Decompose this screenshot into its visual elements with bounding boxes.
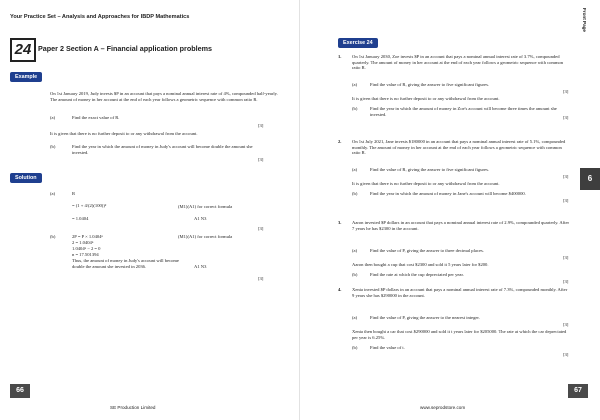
question-part-mark: [3]: [563, 89, 569, 94]
example-tag: Example: [10, 72, 42, 82]
footer-publisher: SE Production Limited: [110, 405, 156, 410]
question-part-label: (a): [352, 248, 358, 253]
question-part-text: Find the year in which the amount of money in Jane's account will become $400000.: [370, 191, 526, 196]
right-page: [300, 0, 600, 420]
question-part-mark: [3]: [563, 115, 569, 120]
question-note: Xenia then bought a car that cost $290000 and sold it t years later for $205000. The rate at which the car depreciated per year is 6.25%.: [352, 329, 567, 340]
solution-a-line: = (1 + 4/(2)(100))²: [72, 203, 107, 208]
question-part-text: Find the year in which the amount of money in Zoe's account will become three times the amount she invested.: [370, 106, 557, 117]
question-part-label: (b): [352, 191, 358, 196]
example-part-a-mark: [3]: [258, 123, 264, 128]
question-note: Aaron then bought a cup that cost $2300 and sold it 5 years later for $200.: [352, 262, 489, 267]
question-part-mark: [3]: [563, 352, 569, 357]
example-part-a-label: (a): [50, 115, 56, 120]
question-part-label: (b): [352, 106, 358, 111]
solution-b-annotation: A1 N3: [194, 264, 207, 269]
question-part-label: (a): [352, 167, 358, 172]
solution-b-line: 1.0404ⁿ − 2 = 0: [72, 246, 101, 251]
question-part-label: (a): [352, 82, 358, 87]
solution-a-annotation: (M1)(A1) for correct formula: [178, 204, 233, 209]
question-part-label: (b): [352, 272, 358, 277]
question-stem: On 1st July 2021, Jane invests $180000 in an account that pays a nominal annual interest rate of 5.1%, compounded monthly. The amount of money in her account at the end of each year follows a geometric sequence with common ratio R.: [352, 139, 566, 156]
book-header: Your Practice Set – Analysis and Approaches for IBDP Mathematics: [10, 14, 190, 20]
solution-b-line: n = 17.501394: [72, 252, 99, 257]
chapter-side-tab: 6: [580, 168, 600, 190]
side-label: Front Page: [582, 8, 587, 32]
chapter-title: Paper 2 Section A – Financial application problems: [38, 44, 213, 53]
solution-tag: Solution: [10, 173, 42, 183]
solution-a-line: R: [72, 191, 76, 196]
example-part-b-label: (b): [50, 144, 56, 149]
solution-part-a-label: (a): [50, 191, 56, 196]
solution-part-b-label: (b): [50, 234, 56, 239]
example-part-b-text: Find the year in which the amount of money in Judy's account will become double the amount she invested.: [72, 144, 253, 155]
example-note: It is given that there is no further deposit to or any withdrawal from the account.: [50, 131, 198, 136]
solution-b-annotation: (M1)(A1) for correct formula: [178, 234, 233, 239]
solution-b-line: 2P = P × 1.0404ⁿ: [72, 234, 103, 239]
question-part-mark: [3]: [563, 198, 569, 203]
question-part-text: Find the value of R, giving the answer to five significant figures.: [370, 167, 490, 172]
question-part-label: (a): [352, 315, 358, 320]
question-part-text: Find the value of P, giving the answer to the nearest integer.: [370, 315, 480, 320]
solution-a-annotation: A1 N3: [194, 216, 207, 221]
solution-a-line: = 1.0404: [72, 216, 89, 221]
exercise-tag: Exercise 24: [338, 38, 378, 48]
question-note: It is given that there is no further deposit to or any withdrawal from the account.: [352, 181, 500, 186]
example-part-b-mark: [3]: [258, 157, 264, 162]
footer-website: www.seprodstore.com: [420, 405, 466, 410]
question-part-text: Find the value of R, giving the answer to five significant figures.: [370, 82, 490, 87]
solution-b-line: 2 = 1.0404ⁿ: [72, 240, 94, 245]
solution-part-a-mark: [3]: [258, 226, 264, 231]
solution-b-line: Thus, the amount of money in Judy's account will become: [72, 258, 179, 263]
question-number: 1.: [338, 54, 342, 59]
solution-part-b-mark: [3]: [258, 276, 264, 281]
question-part-text: Find the rate at which the cup depreciated per year.: [370, 272, 464, 277]
question-part-text: Find the value of P, giving the answer to three decimal places.: [370, 248, 484, 253]
question-number: 4.: [338, 287, 342, 292]
example-text: On 1st January 2019, Judy invests $P in an account that pays a nominal annual interest rate of 4%, compounded half-yearly. The amount of money in her account at the end of each year follows a geometric sequence with common ratio R.: [50, 91, 278, 102]
question-part-mark: [3]: [563, 322, 569, 327]
question-part-text: Find the value of t.: [370, 345, 405, 350]
chapter-number-box: 24: [10, 38, 36, 62]
question-number: 3.: [338, 220, 342, 225]
question-stem: Xenia invested $P dollars in an account that pays a nominal annual interest rate of 7.3%, compounded monthly. After 9 years she has $290000 in the account.: [352, 287, 568, 298]
question-part-mark: [3]: [563, 174, 569, 179]
question-part-mark: [3]: [563, 279, 569, 284]
page-number: 67: [568, 384, 588, 398]
question-note: It is given that there is no further deposit to or any withdrawal from the account.: [352, 96, 500, 101]
question-part-mark: [3]: [563, 255, 569, 260]
page-number: 66: [10, 384, 30, 398]
question-part-label: (b): [352, 345, 358, 350]
question-stem: Aaron invested $P dollars in an account that pays a nominal annual interest rate of 2.9%, compounded quarterly. After 7 years he has $2300 in the account.: [352, 220, 570, 231]
example-part-a-text: Find the exact value of R.: [72, 115, 120, 120]
question-stem: On 1st January 2030, Zoe invests $P in an account that pays a nominal annual interest rate of 3.7%, compounded quarterly. The amount of money in her account at the end of each year follows a geometric sequence with common ratio R.: [352, 54, 564, 71]
solution-b-line: double the amount she invested in 2036.: [72, 264, 147, 269]
question-number: 2.: [338, 139, 342, 144]
